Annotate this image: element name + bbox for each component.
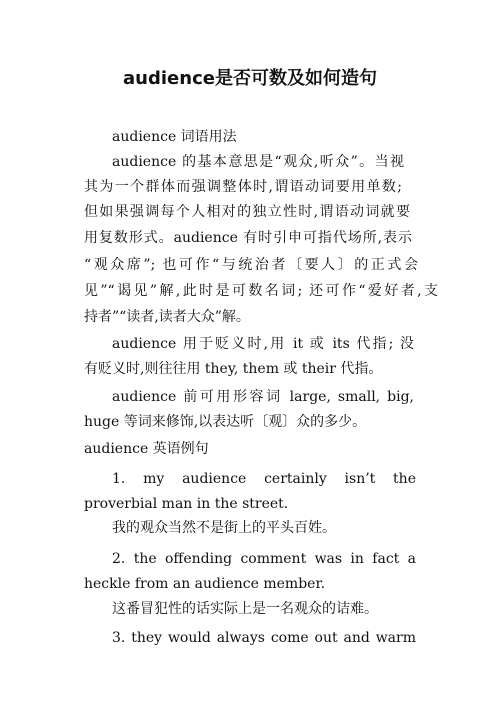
section-heading: audience 词语用法 [112,129,237,145]
text-line: “观众席”; 也可作“与统治者〔要人〕的正式会 [84,257,418,273]
text-line: 其为一个群体而强调整体时,谓语动词要用单数; [84,179,402,195]
text-line: audience 用于贬义时,用 it 或 its 代指; 没 [112,336,414,352]
example-sentence: 1. my audience certainly isn’t the [112,471,416,487]
example-sentence: proverbial man in the street. [84,496,289,512]
example-sentence: 3. they would always come out and warm [112,630,416,646]
example-sentence: heckle from an audience member. [84,576,326,592]
document-title: audience是否可数及如何造句 [123,68,377,89]
text-line: 但如果强调每个人相对的独立性时,谓语动词就要 [84,204,410,220]
text-line: 持者”“读者,读者大众”解。 [84,309,250,325]
text-line: 有贬义时,则往往用 they, them 或 their 代指。 [84,361,383,377]
text-line: huge 等词来修饰,以表达听〔观〕众的多少。 [84,414,367,430]
text-line: audience 的基本意思是“观众,听众”。当视 [112,154,404,170]
example-sentence: 2. the offending comment was in fact a [112,551,416,567]
example-translation: 这番冒犯性的话实际上是一名观众的诘难。 [112,601,378,617]
text-line: 用复数形式。audience 有时引申可指代场所,表示 [84,230,412,246]
text-line: 见”“谒见”解,此时是可数名词; 还可作“爱好者,支 [84,283,438,299]
example-translation: 我的观众当然不是街上的平头百姓。 [112,520,336,536]
section-heading: audience 英语例句 [84,441,209,457]
text-line: audience 前可用形容词 large, small, big, [112,389,414,405]
